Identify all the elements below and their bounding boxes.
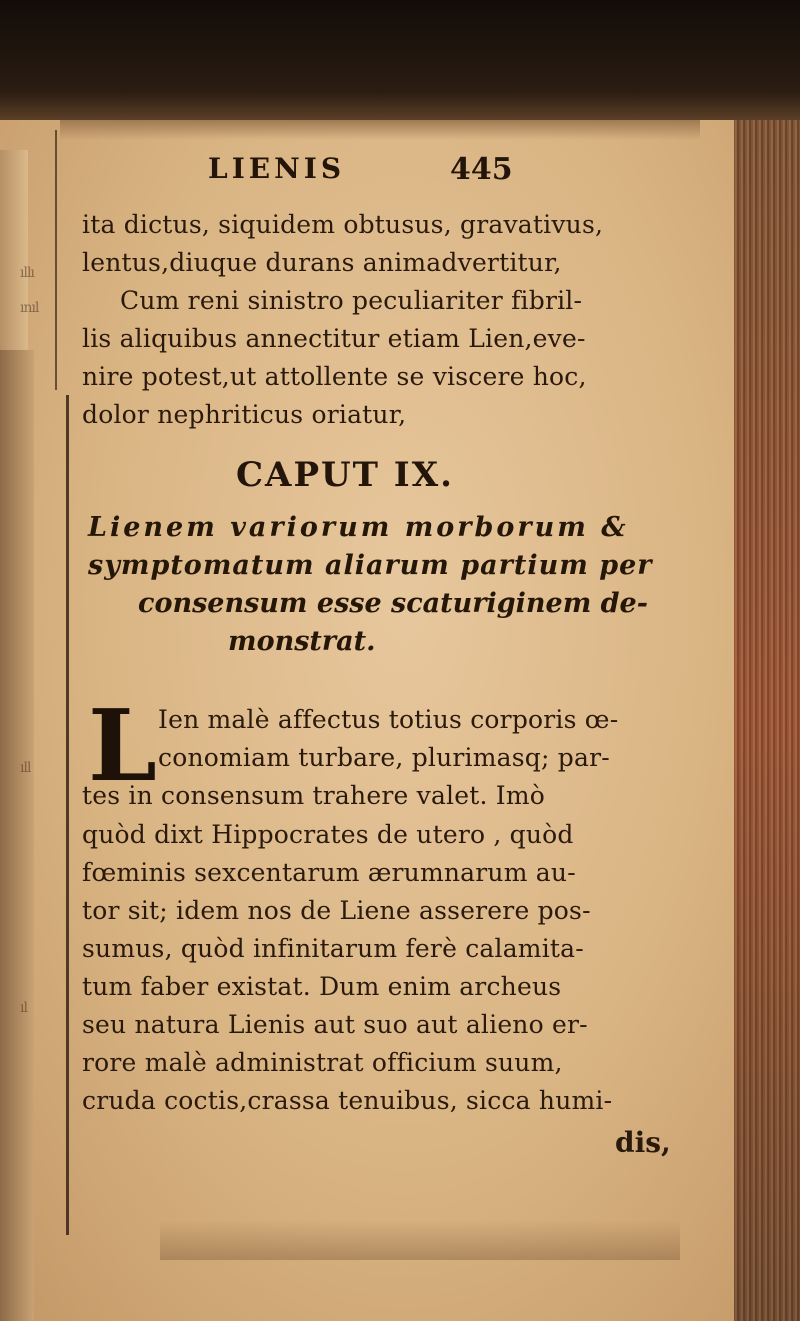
text-line: Cum reni sinistro peculiariter fibril-: [120, 286, 583, 315]
text-line: dolor nephriticus oriatur,: [82, 400, 407, 429]
bleed-through-mark: ıllı: [20, 265, 34, 281]
gutter-strip: [0, 350, 34, 1321]
bleed-through-mark: ınıl: [20, 300, 39, 316]
text-line: rore malè administrat officium suum,: [82, 1048, 563, 1077]
text-line: ita dictus, siquidem obtusus, gravativus,: [82, 210, 604, 239]
bleed-through-mark: ıll: [20, 760, 31, 776]
chapter-summary-line: Lienem variorum morborum &: [88, 512, 629, 543]
page-top-shadow: [60, 120, 700, 140]
drop-cap: L: [88, 689, 157, 804]
text-line: tes in consensum trahere valet. Imò: [82, 781, 546, 810]
page-fore-edge: [734, 120, 800, 1321]
page-number: 445: [450, 152, 513, 187]
margin-rule-upper: [55, 130, 57, 390]
chapter-summary-line: symptomatum aliarum partium per: [88, 550, 653, 581]
bleed-through-mark: ıl: [20, 1000, 27, 1016]
text-line: tor sit; idem nos de Liene asserere pos-: [82, 896, 591, 925]
text-line: nire potest,ut attollente se viscere hoc,: [82, 362, 587, 391]
page-bottom-shadow: [160, 1220, 680, 1260]
text-line: cruda coctis,crassa tenuibus, sicca humi-: [82, 1086, 613, 1115]
text-line: lentus,diuque durans animadvertitur,: [82, 248, 562, 277]
text-line: tum faber existat. Dum enim archeus: [82, 972, 562, 1001]
margin-rule: [66, 395, 69, 1235]
text-line: sumus, quòd infinitarum ferè calamita-: [82, 934, 584, 963]
chapter-summary-line: consensum esse scaturiginem de-: [138, 588, 648, 619]
gutter-strip-upper: [0, 150, 28, 370]
text-line: fœminis sexcentarum ærumnarum au-: [82, 858, 576, 887]
running-head: LIENIS: [208, 152, 346, 185]
text-line: quòd dixt Hippocrates de utero , quòd: [82, 820, 574, 849]
background-top: [0, 0, 800, 130]
page-header: [208, 152, 608, 194]
chapter-summary-line: monstrat.: [228, 626, 376, 657]
text-line: seu natura Lienis aut suo aut alieno er-: [82, 1010, 588, 1039]
text-line: Ien malè affectus totius corporis œ-: [158, 705, 619, 734]
catchword: dis,: [615, 1126, 671, 1159]
text-line: conomiam turbare, plurimasq; par-: [158, 743, 610, 772]
chapter-title: CAPUT IX.: [236, 455, 454, 495]
text-line: lis aliquibus annectitur etiam Lien,eve-: [82, 324, 586, 353]
